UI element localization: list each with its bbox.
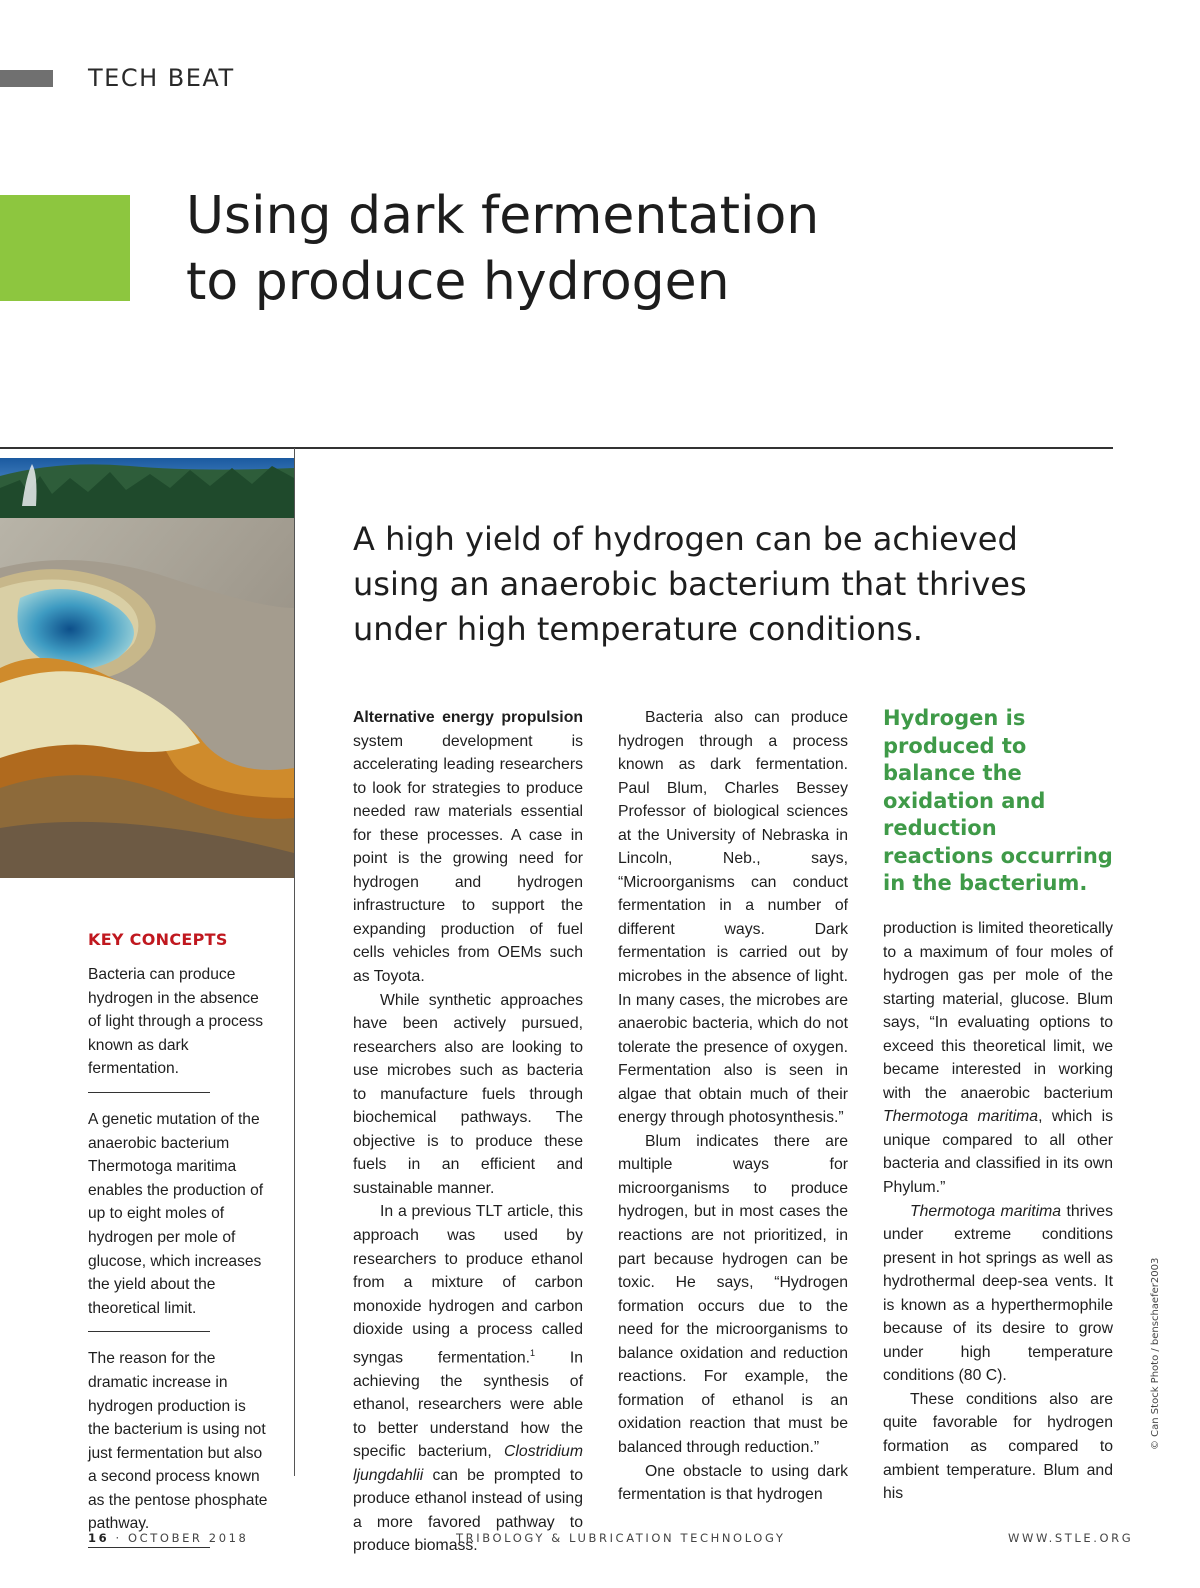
paragraph-text: In a previous TLT article, this approach was used by researchers to produce ethanol from a mixture of carbon monoxide hydrogen and carbon dioxide using a process called syngas fermentation. bbox=[353, 1203, 583, 1367]
title-accent-block bbox=[0, 195, 130, 301]
key-concept-item: Bacteria can produce hydrogen in the absence of light through a process known as dark fermentation. bbox=[88, 966, 264, 1078]
paragraph-text: can be prompted to produce ethanol instead of using a more favored pathway to produce biomass. bbox=[353, 1466, 583, 1555]
paragraph-text: thrives under extreme conditions present in hot springs as well as hydrothermal deep-sea vents. It is known as a hyperthermophile because of its desire to grow under high temperature conditions (80 C). bbox=[883, 1202, 1113, 1385]
section-bar bbox=[0, 70, 53, 87]
article-title-line2: to produce hydrogen bbox=[186, 252, 730, 312]
key-concept-item: The reason for the dramatic increase in hydrogen production is the bacterium is using not just fermentation but also a second process known as the pentose phosphate pathway. bbox=[88, 1350, 268, 1533]
photo-credit: © Can Stock Photo / benschaefer2003 bbox=[1150, 1257, 1161, 1450]
paragraph-text: , which is unique compared to all other bacteria and classified in its own Phylum.” bbox=[883, 1108, 1113, 1197]
footnote-ref: 1 bbox=[530, 1347, 536, 1358]
key-concept-divider bbox=[88, 1092, 210, 1093]
key-concept-item: A genetic mutation of the anaerobic bacterium Thermotoga maritima enables the production of up to eight moles of hydrogen per mole of glucose, which increases the yield about the theoretical limit. bbox=[88, 1110, 264, 1317]
species-name: Thermotoga maritima bbox=[910, 1202, 1062, 1220]
body-paragraph bbox=[353, 1200, 583, 1557]
species-name: Thermotoga maritima bbox=[883, 1108, 1039, 1126]
body-paragraph: Blum indicates there are multiple ways for microorganisms to produce hydrogen, but in most cases the reactions are not prioritized, in part because hydrogen can be toxic. He says, “Hydrogen formation occurs due to the need for the microorganisms to balance oxidation and reduction reactions. For example, the formation of ethanol is an oxidation reaction that must be balanced through reduction.” bbox=[618, 1132, 848, 1456]
body-paragraph bbox=[883, 917, 1113, 1200]
footer-separator: · bbox=[115, 1531, 122, 1545]
body-paragraph bbox=[883, 1200, 1113, 1388]
paragraph-text: system development is accelerating leading researchers to look for strategies to produce needed raw materials essential for these processes. A case in point is the growing need for hydrogen and hydrogen infrastructure to support the expanding production of fuel cells vehicles from OEMs such as Toyota. bbox=[353, 732, 583, 986]
key-concepts-title: KEY CONCEPTS bbox=[88, 930, 228, 949]
footer-page-info bbox=[88, 1531, 248, 1545]
body-column-2 bbox=[618, 706, 848, 1507]
page-number: 16 bbox=[88, 1531, 110, 1545]
body-column-3 bbox=[883, 917, 1113, 1506]
key-concepts-list bbox=[88, 963, 268, 1563]
body-column-1 bbox=[353, 706, 583, 1558]
website-link[interactable]: WWW.STLE.ORG bbox=[1008, 1531, 1134, 1545]
key-concept-divider bbox=[88, 1331, 210, 1332]
body-paragraph bbox=[353, 706, 583, 989]
sidebar-divider bbox=[294, 448, 295, 1476]
hot-spring-photo bbox=[0, 458, 294, 878]
body-paragraph: One obstacle to using dark fermentation is that hydrogen bbox=[618, 1462, 848, 1504]
species-name: Clostridium ljungdahlii bbox=[353, 1443, 583, 1484]
article-dek: A high yield of hydrogen can be achieved using an anaerobic bacterium that thrives under high temperature conditions. bbox=[353, 520, 1027, 648]
article-title-line1: Using dark fermentation bbox=[186, 186, 820, 246]
article-title bbox=[186, 183, 986, 315]
publication-name: TRIBOLOGY & LUBRICATION TECHNOLOGY bbox=[456, 1531, 786, 1545]
header-divider bbox=[0, 447, 1113, 449]
key-concept-divider bbox=[88, 1547, 210, 1548]
issue-date: OCTOBER 2018 bbox=[128, 1531, 249, 1545]
body-paragraph: While synthetic approaches have been actively pursued, researchers also are looking to use microbes such as bacteria to manufacture fuels through biochemical pathways. The objective is to produce these fuels in an efficient and sustainable manner. bbox=[353, 991, 583, 1197]
body-paragraph: These conditions also are quite favorable for hydrogen formation as compared to ambient temperature. Blum and his bbox=[883, 1390, 1113, 1503]
section-label: TECH BEAT bbox=[88, 64, 235, 92]
body-paragraph: Bacteria also can produce hydrogen through a process known as dark fermentation. Paul Blum, Charles Bessey Professor of biological sciences at the University of Nebraska in Lincoln, Neb., says, “Microorganisms can conduct fermentation in a number of different ways. Dark fermentation is carried out by microbes in the absence of light. In many cases, the microbes are anaerobic bacteria, which do not tolerate the presence of oxygen. Fermentation also is seen in algae that obtain much of their energy through photosynthesis.” bbox=[618, 709, 848, 1127]
paragraph-text: production is limited theoretically to a maximum of four moles of hydrogen gas per mole of the starting material, glucose. Blum says, “In evaluating options to exceed this theoretical limit, we became interested in working with the anaerobic bacterium bbox=[883, 920, 1113, 1102]
paragraph-text: In achieving the synthesis of ethanol, researchers were able to better understand how the specific bacterium, bbox=[353, 1349, 583, 1461]
lead-in: Alternative energy propulsion bbox=[353, 709, 583, 726]
pull-quote: Hydrogen is produced to balance the oxidation and reduction reactions occurring in the bacterium. bbox=[883, 706, 1113, 895]
